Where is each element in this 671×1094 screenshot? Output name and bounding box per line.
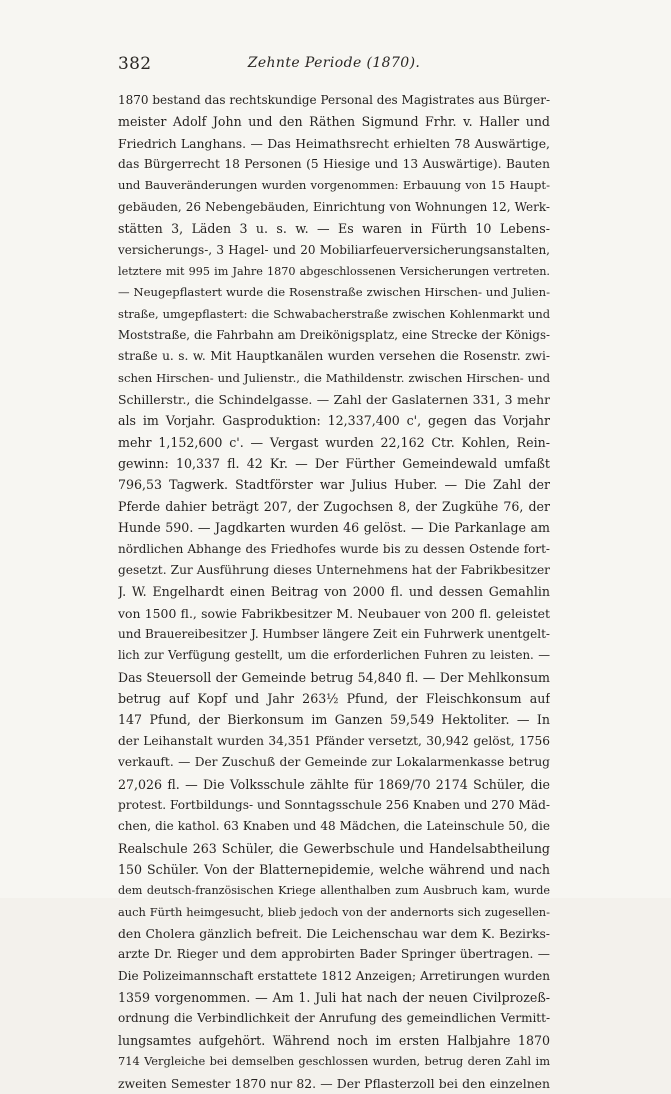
- text-line: Moststraße, die Fahrbahn am Dreikönigsplatz, eine Strecke der Königs-: [118, 327, 550, 342]
- text-line: 714 Vergleiche bei demselben geschlossen wurden, betrug deren Zahl im: [118, 1054, 550, 1069]
- text-line: 150 Schüler. Von der Blatternepidemie, welche während und nach: [118, 861, 550, 877]
- text-line: verkauft. — Der Zuschuß der Gemeinde zur Lokalarmenkasse betrug: [118, 755, 550, 770]
- text-line: ordnung die Verbindlichkeit der Anrufung des gemeindlichen Vermitt-: [118, 1011, 550, 1026]
- text-line: stätten 3, Läden 3 u. s. w. — Es waren in Fürth 10 Lebens-: [118, 221, 550, 237]
- text-line: letztere mit 995 im Jahre 1870 abgeschlossenen Versicherungen vertreten.: [118, 264, 550, 278]
- text-line: straße u. s. w. Mit Hauptkanälen wurden versehen die Rosenstr. zwi-: [118, 349, 550, 364]
- text-line: Pferde dahier beträgt 207, der Zugochsen 8, der Zugkühe 76, der: [118, 498, 550, 514]
- text-line: 27,026 fl. — Die Volksschule zählte für 1869/70 2174 Schüler, die: [118, 776, 550, 792]
- page-number: 382: [118, 54, 152, 74]
- text-line: 796,53 Tagwerk. Stadtförster war Julius Huber. — Die Zahl der: [118, 477, 550, 493]
- text-line: 1870 bestand das rechtskundige Personal des Magistrates aus Bürger-: [118, 93, 550, 107]
- text-line: protest. Fortbildungs- und Sonntagsschule 256 Knaben und 270 Mäd-: [118, 797, 550, 812]
- text-line: den Cholera gänzlich befreit. Die Leichenschau war dem K. Bezirks-: [118, 926, 550, 942]
- running-title: Zehnte Periode (1870).: [247, 55, 421, 71]
- text-line: 147 Pfund, der Bierkonsum im Ganzen 59,549 Hektoliter. — In: [118, 712, 550, 728]
- text-line: zweiten Semester 1870 nur 82. — Der Pflasterzoll bei den einzelnen: [118, 1075, 550, 1091]
- text-line: lungsamtes aufgehört. Während noch im ersten Halbjahre 1870: [118, 1032, 550, 1048]
- text-line: dem deutsch-französischen Kriege allenthalben zum Ausbruch kam, wurde: [118, 884, 550, 898]
- text-line: das Bürgerrecht 18 Personen (5 Hiesige und 13 Auswärtige). Bauten: [118, 157, 550, 172]
- text-line: straße, umgepflastert: die Schwabacherstraße zwischen Kohlenmarkt und: [118, 306, 550, 321]
- body-text: [118, 90, 550, 1094]
- running-head: [118, 54, 550, 76]
- text-line: arzte Dr. Rieger und dem approbirten Bader Springer übertragen. —: [118, 947, 550, 962]
- text-line: schen Hirschen- und Julienstr., die Mathildenstr. zwischen Hirschen- und: [118, 370, 550, 385]
- text-line: gebäuden, 26 Nebengebäuden, Einrichtung von Wohnungen 12, Werk-: [118, 199, 550, 214]
- text-line: der Leihanstalt wurden 34,351 Pfänder versetzt, 30,942 gelöst, 1756: [118, 733, 550, 748]
- text-line: gesetzt. Zur Ausführung dieses Unternehmens hat der Fabrikbesitzer: [118, 562, 550, 577]
- text-line: betrug auf Kopf und Jahr 263½ Pfund, der Fleischkonsum auf: [118, 691, 550, 707]
- text-line: und Brauereibesitzer J. Humbser längere Zeit ein Fuhrwerk unentgelt-: [118, 626, 550, 641]
- text-line: Die Polizeimannschaft erstattete 1812 Anzeigen; Arretirungen wurden: [118, 968, 550, 983]
- text-line: auch Fürth heimgesucht, blieb jedoch von der andernorts sich zugesellen-: [118, 904, 550, 919]
- text-line: 1359 vorgenommen. — Am 1. Juli hat nach der neuen Civilprozeß-: [118, 990, 550, 1006]
- text-line: J. W. Engelhardt einen Beitrag von 2000 fl. und dessen Gemahlin: [118, 584, 550, 600]
- text-line: nördlichen Abhange des Friedhofes wurde bis zu dessen Ostende fort-: [118, 541, 550, 556]
- text-line: von 1500 fl., sowie Fabrikbesitzer M. Neubauer von 200 fl. geleistet: [118, 605, 550, 621]
- text-line: Hunde 590. — Jagdkarten wurden 46 gelöst. — Die Parkanlage am: [118, 520, 550, 536]
- text-line: meister Adolf John und den Räthen Sigmund Frhr. v. Haller und: [118, 114, 550, 130]
- text-line: Das Steuersoll der Gemeinde betrug 54,840 fl. — Der Mehlkonsum: [118, 669, 550, 685]
- text-line: als im Vorjahr. Gasproduktion: 12,337,400 c', gegen das Vorjahr: [118, 413, 550, 429]
- text-line: gewinn: 10,337 fl. 42 Kr. — Der Fürther Gemeindewald umfaßt: [118, 456, 550, 472]
- text-line: Friedrich Langhans. — Das Heimathsrecht erhielten 78 Auswärtige,: [118, 135, 550, 151]
- text-line: lich zur Verfügung gestellt, um die erforderlichen Fuhren zu leisten. —: [118, 648, 550, 663]
- text-line: Schillerstr., die Schindelgasse. — Zahl der Gaslaternen 331, 3 mehr: [118, 392, 550, 408]
- text-line: und Bauveränderungen wurden vorgenommen: Erbauung von 15 Haupt-: [118, 178, 550, 193]
- text-line: mehr 1,152,600 c'. — Vergast wurden 22,162 Ctr. Kohlen, Rein-: [118, 434, 550, 450]
- text-line: versicherungs-, 3 Hagel- und 20 Mobiliarfeuerversicherungsanstalten,: [118, 242, 550, 257]
- text-line: — Neugepflastert wurde die Rosenstraße zwischen Hirschen- und Julien-: [118, 285, 550, 300]
- text-line: Realschule 263 Schüler, die Gewerbschule und Handelsabtheilung: [118, 840, 550, 856]
- text-line: chen, die kathol. 63 Knaben und 48 Mädchen, die Lateinschule 50, die: [118, 819, 550, 834]
